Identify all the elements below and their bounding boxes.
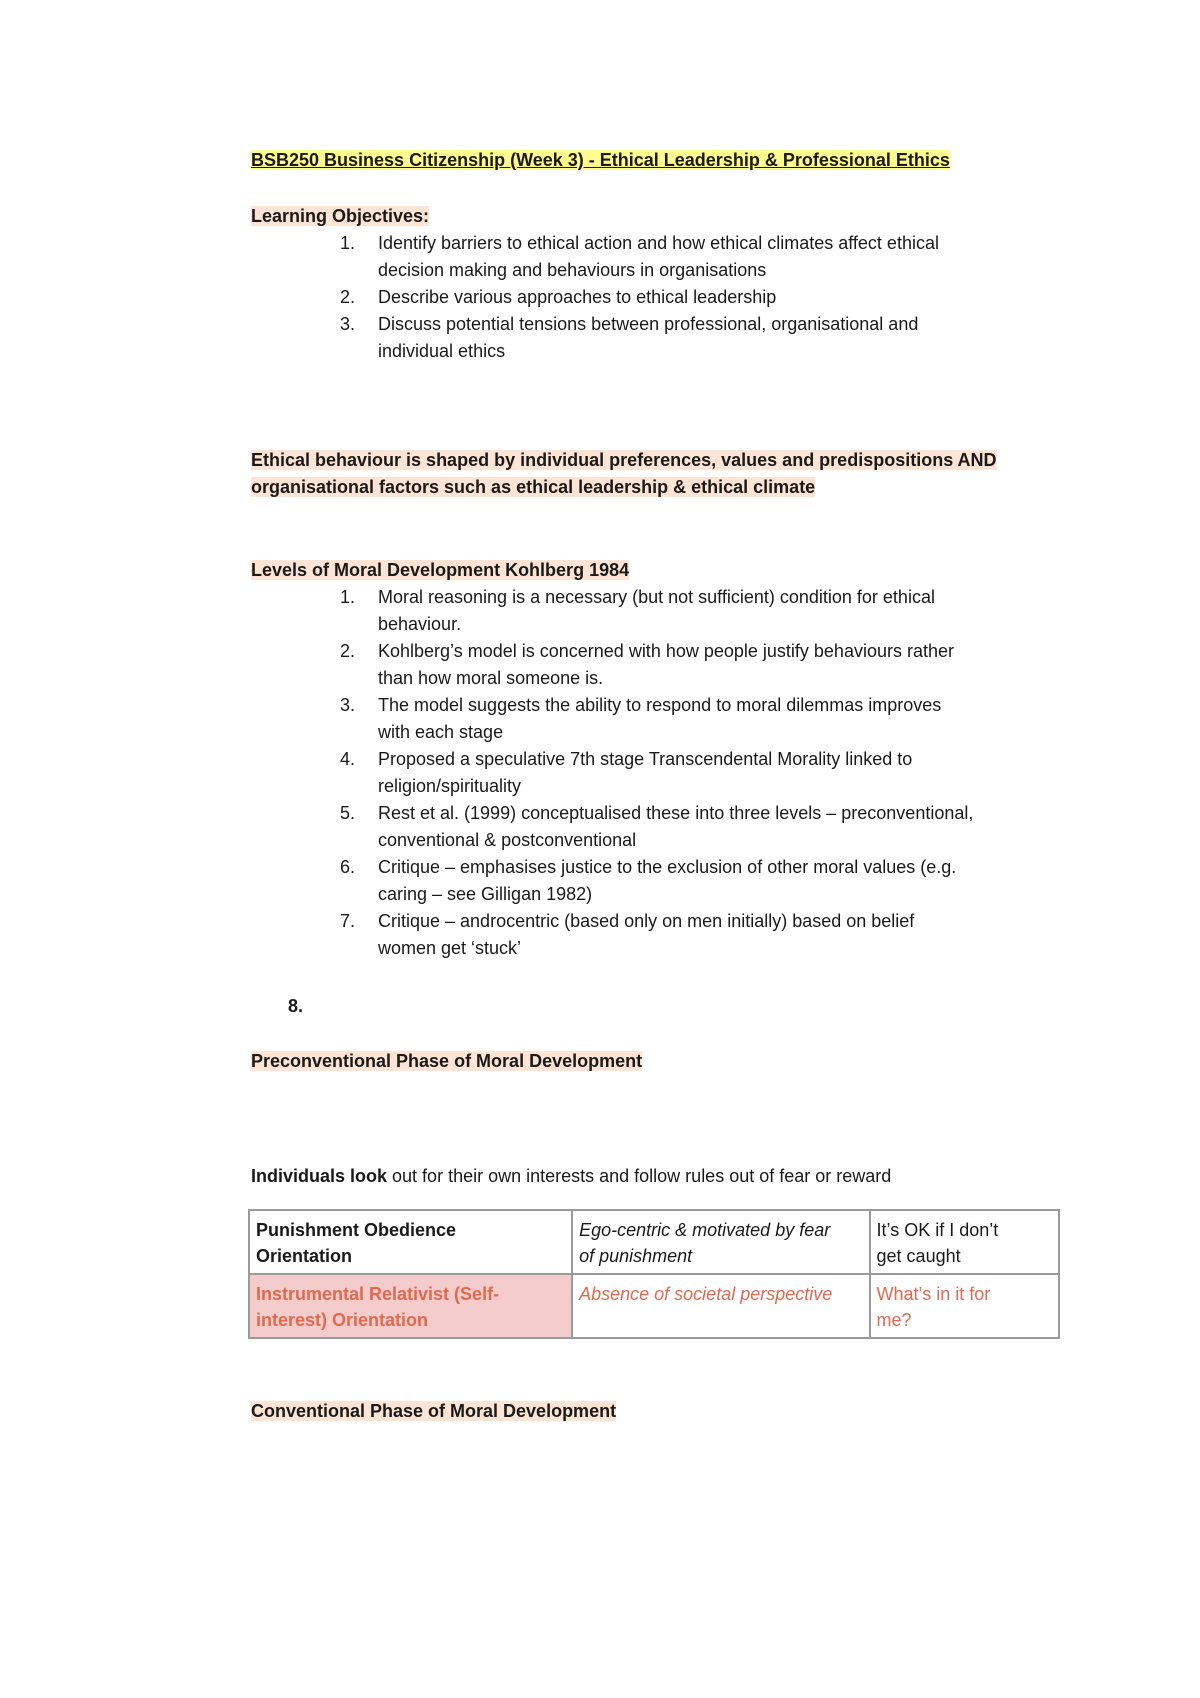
table-cell: Punishment Obedience Orientation [249, 1210, 572, 1274]
list-item: 2. Describe various approaches to ethical leadership [340, 287, 777, 307]
conventional-heading: Conventional Phase of Moral Development [251, 1401, 617, 1421]
list-item: 3. The model suggests the ability to respond to moral dilemmas improves with each stage [340, 695, 942, 742]
list-item: 2. Kohlberg’s model is concerned with how people justify behaviours rather than how moral someone is. [340, 641, 954, 688]
table-cell: Absence of societal perspective [572, 1274, 869, 1338]
preconventional-table [248, 1209, 1060, 1339]
table-cell: Ego-centric & motivated by fear of punishment [572, 1210, 869, 1274]
table-row [249, 1210, 1059, 1274]
table-row [249, 1274, 1059, 1338]
empty-list-number: 8. [288, 996, 304, 1016]
list-item: 1. Identify barriers to ethical action and how ethical climates affect ethical decision making and behaviours in organisations [340, 233, 939, 280]
table-cell: It’s OK if I don’t get caught [870, 1210, 1059, 1274]
ethical-behaviour-line2: organisational factors such as ethical leadership & ethical climate [251, 477, 816, 497]
moral-development-heading: Levels of Moral Development Kohlberg 1984 [251, 560, 630, 580]
learning-objectives-heading: Learning Objectives: [251, 206, 430, 226]
list-item: 6. Critique – emphasises justice to the exclusion of other moral values (e.g. caring – see Gilligan 1982) [340, 857, 957, 904]
list-item: 5. Rest et al. (1999) conceptualised these into three levels – preconventional, conventional & postconventional [340, 803, 974, 850]
ethical-behaviour-line1: Ethical behaviour is shaped by individual preferences, values and predispositions AND [251, 450, 997, 470]
list-item: 3. Discuss potential tensions between professional, organisational and individual ethics [340, 314, 919, 361]
table-cell: Instrumental Relativist (Self- interest) Orientation [249, 1274, 572, 1338]
learning-objectives-list [251, 230, 1071, 365]
list-item: 4. Proposed a speculative 7th stage Transcendental Morality linked to religion/spirituality [340, 749, 913, 796]
preconventional-heading: Preconventional Phase of Moral Development [251, 1051, 643, 1071]
list-item: 7. Critique – androcentric (based only on men initially) based on belief women get ‘stuck’ [340, 911, 915, 958]
table-cell: What’s in it for me? [870, 1274, 1059, 1338]
moral-development-list [251, 584, 1071, 962]
preconventional-intro: Individuals look out for their own interests and follow rules out of fear or reward [251, 1166, 892, 1186]
list-item: 1. Moral reasoning is a necessary (but not sufficient) condition for ethical behaviour. [340, 587, 935, 634]
document-title [251, 147, 950, 173]
title-text: BSB250 Business Citizenship (Week 3) - Ethical Leadership & Professional Ethics [251, 150, 950, 170]
